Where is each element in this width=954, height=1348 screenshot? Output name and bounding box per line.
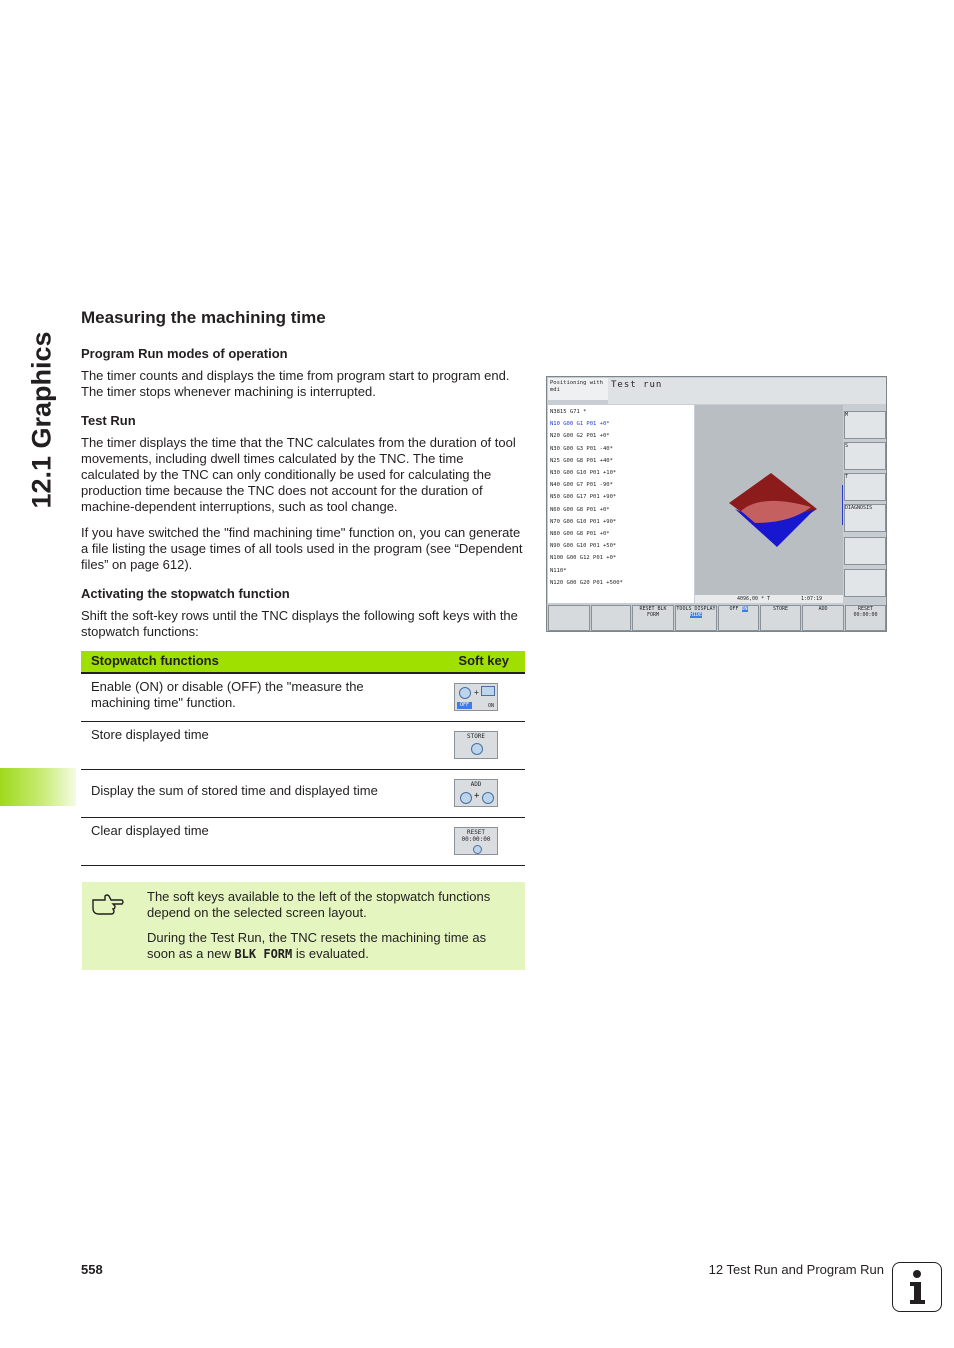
footer-chapter: 12 Test Run and Program Run xyxy=(708,1262,884,1277)
status-bar xyxy=(695,595,843,603)
chapter-tab-marker xyxy=(0,768,76,806)
program-line: N60 G00 G8 P01 +0* xyxy=(550,506,610,513)
note-paragraph-1: The soft keys available to the left of the stopwatch functions depend on the selected screen layout. xyxy=(147,889,491,920)
program-listing xyxy=(548,405,694,603)
program-line: N110* xyxy=(550,567,567,574)
row-text: Clear displayed time xyxy=(91,823,209,838)
program-line: N120 G00 G20 P01 +500* xyxy=(550,579,623,586)
graphics-view xyxy=(695,405,843,595)
tnc-screenshot xyxy=(546,376,887,632)
table-row xyxy=(81,770,525,818)
on-label: ON xyxy=(487,703,494,709)
status-value: 4096,00 * T xyxy=(737,596,771,602)
softkey-measure-toggle xyxy=(454,683,498,711)
softkey-add[interactable] xyxy=(802,605,844,631)
softkey-tools-display[interactable] xyxy=(675,605,717,631)
code-blk-form: BLK FORM xyxy=(234,947,293,961)
header-functions: Stopwatch functions xyxy=(91,653,219,668)
status-time: 1:07:19 xyxy=(801,596,823,602)
table-row xyxy=(81,674,525,722)
clock-icon xyxy=(473,845,482,854)
softkey-measure-toggle[interactable] xyxy=(718,605,759,631)
subheading-stopwatch: Activating the stopwatch function xyxy=(81,586,290,601)
program-line: N80 G00 G8 P01 +0* xyxy=(550,531,610,537)
program-line: N3815 G71 * xyxy=(550,409,587,415)
softkey-add xyxy=(454,779,498,807)
section-title: Measuring the machining time xyxy=(81,308,326,327)
softkey-reset-blk-form[interactable] xyxy=(632,605,674,631)
note-text: is evaluated. xyxy=(292,946,369,961)
softkey-reset xyxy=(454,827,498,855)
pointing-hand-icon xyxy=(91,892,125,916)
softkey-label: TOOLS DISPLAY xyxy=(676,606,716,612)
plus-icon: + xyxy=(474,791,480,801)
note-box xyxy=(82,882,525,970)
softkey-label: RESET BLK FORM xyxy=(639,606,667,618)
side-chapter-title: 12.1 Graphics xyxy=(26,331,57,509)
note-paragraph-2 xyxy=(147,930,517,962)
program-line: N30 G00 G3 P01 -40* xyxy=(550,445,613,452)
row-text: Display the sum of stored time and displayed time xyxy=(91,783,378,798)
softkey-label: OFF xyxy=(729,606,739,612)
softkey-store[interactable] xyxy=(760,605,801,631)
softkey-label: DIAGNOSIS xyxy=(845,505,873,511)
clock-icon xyxy=(460,792,472,804)
page-number: 558 xyxy=(81,1262,103,1277)
machine-icon xyxy=(481,686,495,696)
clock-icon xyxy=(471,743,483,755)
program-line: N20 G00 G2 P01 +0* xyxy=(550,433,610,440)
vertical-softkey-empty[interactable] xyxy=(844,569,886,597)
softkey-store xyxy=(454,731,498,759)
paragraph-stopwatch: Shift the soft-key rows until the TNC displays the following soft keys with the stopwatch functions: xyxy=(81,608,518,639)
softkey-rotate[interactable] xyxy=(548,605,590,631)
stopwatch-table xyxy=(81,651,525,866)
screen-mode-label: Positioning with mdi xyxy=(548,378,608,400)
clock-icon xyxy=(482,792,494,804)
row-text: Enable (ON) or disable (OFF) the "measure the machining time" function. xyxy=(91,679,364,710)
paragraph-test-run: The timer displays the time that the TNC calculates from the duration of tool movements, including dwell times calculated by the TNC. The time calculated by the TNC can only conditionally be used for calculating the production time because the TNC does not account for the duration of machine-dependent interruptions, such as tool change. xyxy=(81,435,516,514)
paragraph-find-machining-time: If you have switched the "find machining time" function on, you can generate a file listing the usage times of all tools used in the program (see “Dependent files” on page 612). xyxy=(81,525,523,572)
paragraph-program-run: The timer counts and displays the time from program start to program end. The timer stops whenever machining is interrupted. xyxy=(81,368,510,399)
program-line: N70 G00 G10 P01 +90* xyxy=(550,518,617,525)
vertical-softkey-empty[interactable] xyxy=(844,537,886,565)
vertical-softkey-diagnosis[interactable] xyxy=(844,504,886,532)
softkey-label: M xyxy=(845,412,849,418)
program-line: N25 G00 G8 P01 +40* xyxy=(550,457,613,464)
program-line: N50 G00 G17 P01 +90* xyxy=(550,494,617,501)
workpiece-graphic xyxy=(695,405,843,595)
subheading-program-run: Program Run modes of operation xyxy=(81,346,288,361)
softkey-label: RESET 00:00:00 xyxy=(853,606,878,618)
table-header xyxy=(81,651,525,674)
softkey-label: STORE xyxy=(772,606,789,612)
off-label: OFF xyxy=(457,702,472,709)
softkey-label: RESET 00:00:00 xyxy=(461,829,491,843)
vertical-softkey-t[interactable] xyxy=(844,473,886,501)
softkey-label: S xyxy=(845,443,849,449)
clock-icon xyxy=(459,687,471,699)
softkey-label: HIDE xyxy=(689,612,703,618)
row-text: Store displayed time xyxy=(91,727,209,742)
note-text: During the Test Run, the TNC resets the machining time as soon as a new xyxy=(147,930,487,961)
table-row xyxy=(81,818,525,866)
softkey-label: ADD xyxy=(470,781,482,788)
info-icon xyxy=(892,1262,942,1312)
table-row xyxy=(81,722,525,770)
vertical-softkey-m[interactable] xyxy=(844,411,886,439)
softkey-label: STORE xyxy=(466,733,486,740)
program-line: N30 G00 G10 P01 +10* xyxy=(550,470,617,476)
program-line: N10 G00 G1 P01 +0* xyxy=(550,421,610,428)
program-line: N40 G00 G7 P01 -90* xyxy=(550,482,613,489)
header-soft-key: Soft key xyxy=(458,653,509,668)
softkey-label: T xyxy=(845,474,849,480)
subheading-test-run: Test Run xyxy=(81,413,136,428)
vertical-softkey-s[interactable] xyxy=(844,442,886,470)
softkey-label: ON xyxy=(741,606,748,612)
softkey-reset-time[interactable] xyxy=(845,605,886,631)
softkey-3d-view[interactable] xyxy=(591,605,631,631)
plus-icon: + xyxy=(474,688,479,697)
softkey-label: ADD xyxy=(818,606,828,612)
program-line: N90 G00 G10 P01 +50* xyxy=(550,543,617,550)
screen-title: Test run xyxy=(608,378,886,404)
program-line: N100 G00 G12 P01 +0* xyxy=(550,555,617,562)
